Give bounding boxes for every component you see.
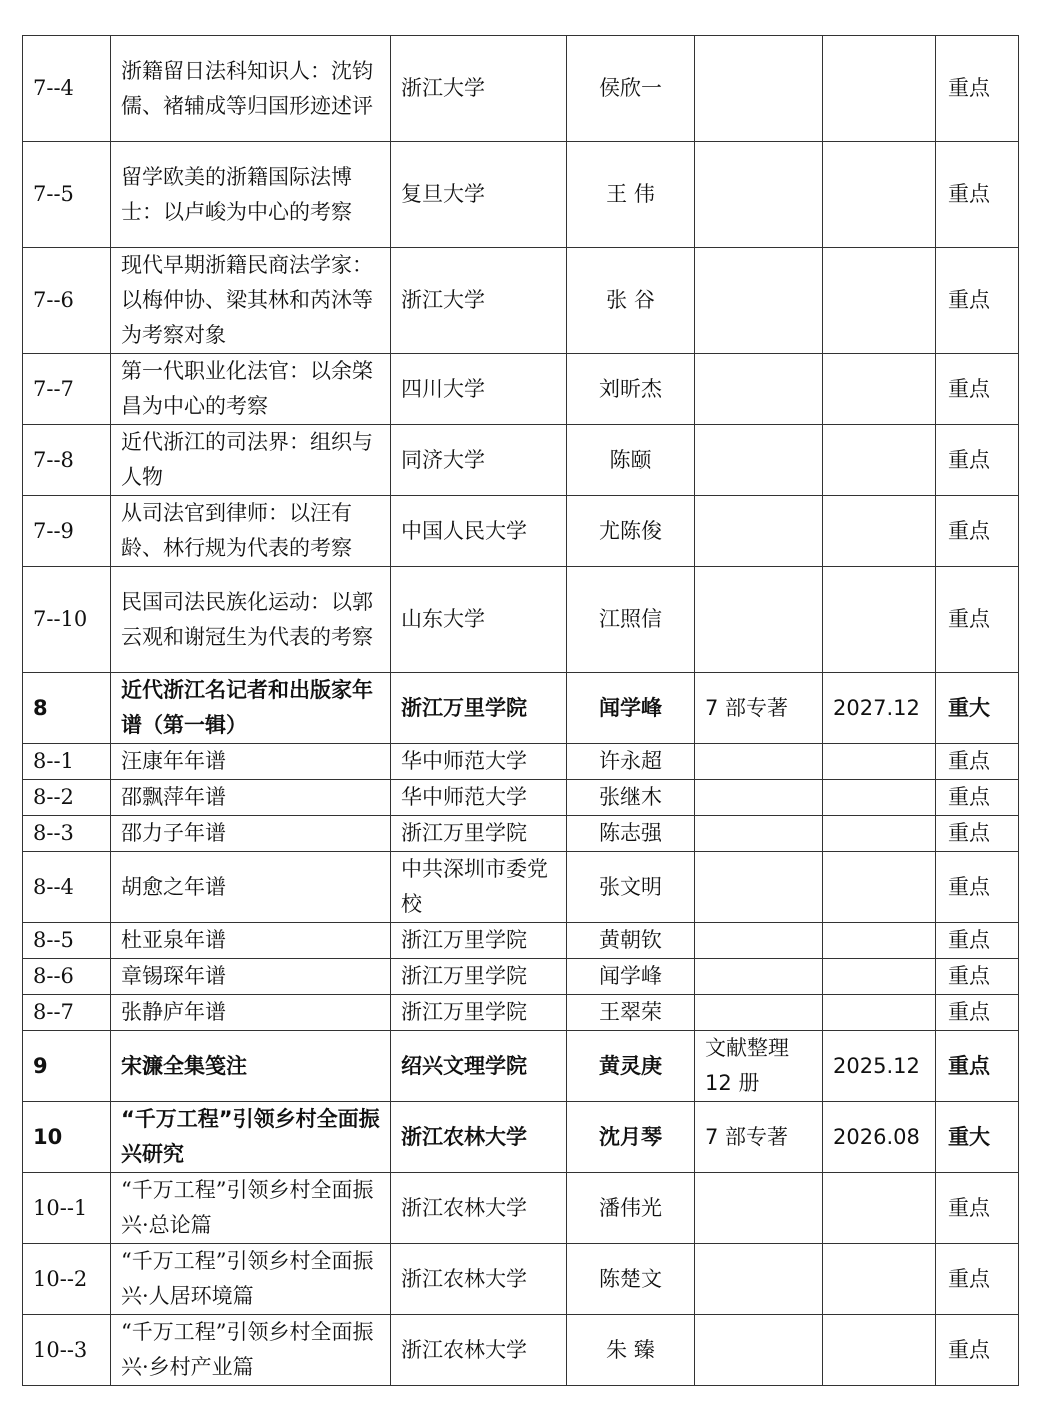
- cell-level: 重大: [936, 673, 1019, 744]
- cell-number: 8--5: [23, 923, 111, 959]
- cell-level: 重大: [936, 1102, 1019, 1173]
- cell-level: 重点: [936, 1244, 1019, 1315]
- cell-level: 重点: [936, 36, 1019, 142]
- cell-person: 张 谷: [567, 248, 695, 354]
- cell-number: 10: [23, 1102, 111, 1173]
- cell-level: 重点: [936, 852, 1019, 923]
- cell-person: 尤陈俊: [567, 496, 695, 567]
- cell-title: 近代浙江名记者和出版家年谱（第一辑）: [111, 673, 391, 744]
- cell-title: “千万工程”引领乡村全面振兴研究: [111, 1102, 391, 1173]
- cell-number: 7--5: [23, 142, 111, 248]
- cell-number: 7--7: [23, 354, 111, 425]
- table-row: [23, 142, 1019, 248]
- cell-output: [695, 1173, 823, 1244]
- cell-title: 胡愈之年谱: [111, 852, 391, 923]
- cell-date: [823, 567, 936, 673]
- cell-output: [695, 1315, 823, 1386]
- cell-title: 现代早期浙籍民商法学家：以梅仲协、梁其林和芮沐等为考察对象: [111, 248, 391, 354]
- table-row: [23, 1173, 1019, 1244]
- cell-date: [823, 36, 936, 142]
- cell-unit: 浙江万里学院: [391, 995, 567, 1031]
- table-row: [23, 1315, 1019, 1386]
- cell-output: 7 部专著: [695, 673, 823, 744]
- table-row: [23, 567, 1019, 673]
- cell-title: 第一代职业化法官：以余棨昌为中心的考察: [111, 354, 391, 425]
- cell-number: 10--1: [23, 1173, 111, 1244]
- cell-level: 重点: [936, 744, 1019, 780]
- cell-level: 重点: [936, 496, 1019, 567]
- cell-title: 张静庐年谱: [111, 995, 391, 1031]
- cell-date: [823, 142, 936, 248]
- cell-date: [823, 1315, 936, 1386]
- cell-unit: 浙江农林大学: [391, 1315, 567, 1386]
- cell-output: [695, 36, 823, 142]
- cell-title: 章锡琛年谱: [111, 959, 391, 995]
- cell-date: 2027.12: [823, 673, 936, 744]
- table-row: [23, 354, 1019, 425]
- cell-date: [823, 995, 936, 1031]
- cell-number: 10--3: [23, 1315, 111, 1386]
- cell-unit: 浙江万里学院: [391, 816, 567, 852]
- cell-unit: 浙江大学: [391, 248, 567, 354]
- cell-output: [695, 1244, 823, 1315]
- cell-number: 8--3: [23, 816, 111, 852]
- cell-unit: 华中师范大学: [391, 780, 567, 816]
- cell-number: 8--6: [23, 959, 111, 995]
- cell-date: [823, 425, 936, 496]
- cell-unit: 绍兴文理学院: [391, 1031, 567, 1102]
- cell-title: “千万工程”引领乡村全面振兴·乡村产业篇: [111, 1315, 391, 1386]
- cell-number: 7--6: [23, 248, 111, 354]
- cell-number: 9: [23, 1031, 111, 1102]
- cell-title: 从司法官到律师：以汪有龄、林行规为代表的考察: [111, 496, 391, 567]
- cell-date: [823, 923, 936, 959]
- cell-title: “千万工程”引领乡村全面振兴·总论篇: [111, 1173, 391, 1244]
- cell-output: [695, 354, 823, 425]
- cell-output: [695, 780, 823, 816]
- table-body: [23, 36, 1019, 1386]
- cell-person: 刘昕杰: [567, 354, 695, 425]
- cell-output: [695, 567, 823, 673]
- cell-unit: 同济大学: [391, 425, 567, 496]
- cell-level: 重点: [936, 567, 1019, 673]
- table-row: [23, 248, 1019, 354]
- cell-unit: 浙江万里学院: [391, 673, 567, 744]
- cell-number: 10--2: [23, 1244, 111, 1315]
- cell-unit: 浙江农林大学: [391, 1102, 567, 1173]
- cell-number: 7--8: [23, 425, 111, 496]
- cell-unit: 浙江农林大学: [391, 1173, 567, 1244]
- cell-date: [823, 354, 936, 425]
- cell-title: 汪康年年谱: [111, 744, 391, 780]
- cell-date: [823, 248, 936, 354]
- project-table: [22, 35, 1019, 1386]
- cell-number: 7--4: [23, 36, 111, 142]
- cell-date: [823, 780, 936, 816]
- cell-level: 重点: [936, 248, 1019, 354]
- cell-output: [695, 744, 823, 780]
- table-row: [23, 1244, 1019, 1315]
- cell-unit: 浙江万里学院: [391, 959, 567, 995]
- cell-output: [695, 816, 823, 852]
- table-row: [23, 425, 1019, 496]
- cell-output: [695, 995, 823, 1031]
- cell-title: 留学欧美的浙籍国际法博士：以卢峻为中心的考察: [111, 142, 391, 248]
- cell-output: 文献整理 12 册: [695, 1031, 823, 1102]
- cell-title: 近代浙江的司法界：组织与人物: [111, 425, 391, 496]
- cell-level: 重点: [936, 923, 1019, 959]
- cell-unit: 四川大学: [391, 354, 567, 425]
- cell-level: 重点: [936, 1031, 1019, 1102]
- cell-level: 重点: [936, 142, 1019, 248]
- cell-person: 沈月琴: [567, 1102, 695, 1173]
- cell-date: [823, 959, 936, 995]
- cell-person: 陈志强: [567, 816, 695, 852]
- cell-person: 黄灵庚: [567, 1031, 695, 1102]
- cell-output: 7 部专著: [695, 1102, 823, 1173]
- cell-unit: 华中师范大学: [391, 744, 567, 780]
- cell-output: [695, 425, 823, 496]
- cell-output: [695, 959, 823, 995]
- cell-title: 邵飘萍年谱: [111, 780, 391, 816]
- table-row: [23, 852, 1019, 923]
- cell-output: [695, 852, 823, 923]
- table-row: [23, 36, 1019, 142]
- cell-date: [823, 852, 936, 923]
- cell-person: 黄朝钦: [567, 923, 695, 959]
- cell-date: [823, 1173, 936, 1244]
- cell-number: 8--7: [23, 995, 111, 1031]
- table-row: [23, 1031, 1019, 1102]
- cell-level: 重点: [936, 959, 1019, 995]
- cell-number: 8--1: [23, 744, 111, 780]
- cell-unit: 浙江农林大学: [391, 1244, 567, 1315]
- cell-unit: 中共深圳市委党校: [391, 852, 567, 923]
- cell-date: 2025.12: [823, 1031, 936, 1102]
- table-row: [23, 673, 1019, 744]
- cell-number: 7--9: [23, 496, 111, 567]
- cell-level: 重点: [936, 816, 1019, 852]
- cell-title: “千万工程”引领乡村全面振兴·人居环境篇: [111, 1244, 391, 1315]
- cell-title: 宋濂全集笺注: [111, 1031, 391, 1102]
- cell-person: 侯欣一: [567, 36, 695, 142]
- cell-person: 王翠荣: [567, 995, 695, 1031]
- table-row: [23, 923, 1019, 959]
- cell-person: 潘伟光: [567, 1173, 695, 1244]
- cell-output: [695, 496, 823, 567]
- cell-title: 邵力子年谱: [111, 816, 391, 852]
- cell-person: 朱 臻: [567, 1315, 695, 1386]
- cell-person: 王 伟: [567, 142, 695, 248]
- cell-number: 8--4: [23, 852, 111, 923]
- cell-date: [823, 744, 936, 780]
- cell-date: [823, 816, 936, 852]
- cell-date: [823, 1244, 936, 1315]
- cell-output: [695, 923, 823, 959]
- cell-unit: 复旦大学: [391, 142, 567, 248]
- cell-person: 许永超: [567, 744, 695, 780]
- cell-title: 杜亚泉年谱: [111, 923, 391, 959]
- table-row: [23, 995, 1019, 1031]
- cell-person: 陈楚文: [567, 1244, 695, 1315]
- cell-person: 张继木: [567, 780, 695, 816]
- cell-title: 浙籍留日法科知识人：沈钧儒、褚辅成等归国形迹述评: [111, 36, 391, 142]
- table-row: [23, 1102, 1019, 1173]
- cell-level: 重点: [936, 780, 1019, 816]
- cell-unit: 浙江大学: [391, 36, 567, 142]
- cell-person: 闻学峰: [567, 959, 695, 995]
- cell-person: 张文明: [567, 852, 695, 923]
- cell-unit: 中国人民大学: [391, 496, 567, 567]
- cell-number: 8: [23, 673, 111, 744]
- project-table-page: [22, 35, 1018, 1386]
- cell-unit: 山东大学: [391, 567, 567, 673]
- cell-level: 重点: [936, 1173, 1019, 1244]
- cell-date: [823, 496, 936, 567]
- table-row: [23, 744, 1019, 780]
- cell-level: 重点: [936, 425, 1019, 496]
- cell-number: 7--10: [23, 567, 111, 673]
- cell-person: 江照信: [567, 567, 695, 673]
- cell-output: [695, 248, 823, 354]
- table-row: [23, 816, 1019, 852]
- table-row: [23, 780, 1019, 816]
- cell-number: 8--2: [23, 780, 111, 816]
- table-row: [23, 959, 1019, 995]
- cell-title: 民国司法民族化运动：以郭云观和谢冠生为代表的考察: [111, 567, 391, 673]
- table-row: [23, 496, 1019, 567]
- cell-output: [695, 142, 823, 248]
- cell-date: 2026.08: [823, 1102, 936, 1173]
- cell-person: 陈颐: [567, 425, 695, 496]
- cell-unit: 浙江万里学院: [391, 923, 567, 959]
- cell-level: 重点: [936, 354, 1019, 425]
- cell-level: 重点: [936, 1315, 1019, 1386]
- cell-person: 闻学峰: [567, 673, 695, 744]
- cell-level: 重点: [936, 995, 1019, 1031]
